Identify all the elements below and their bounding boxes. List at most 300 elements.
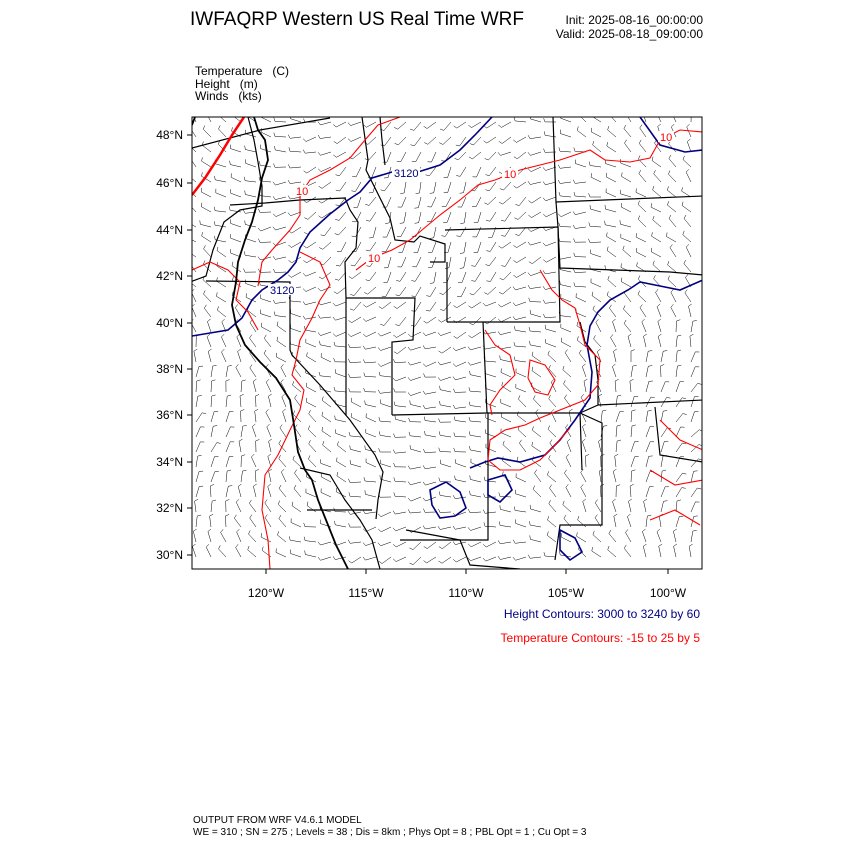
lat-label: 30°N	[156, 548, 183, 562]
wind-barb	[211, 456, 219, 467]
wind-barb	[440, 401, 452, 407]
field-height: Height (m)	[195, 76, 258, 91]
wind-barb	[219, 545, 227, 557]
wind-barb	[445, 257, 451, 269]
wind-barb	[379, 417, 391, 422]
wind-barb	[691, 383, 702, 392]
wind-barb	[592, 547, 601, 557]
wind-barb	[383, 272, 391, 283]
wind-barb	[348, 137, 361, 142]
wind-barb	[230, 219, 241, 227]
wind-barb	[308, 455, 316, 467]
lon-label: 120°W	[247, 586, 285, 600]
wind-barb	[423, 346, 436, 349]
wind-barb	[423, 497, 436, 501]
wind-barb	[196, 455, 202, 467]
wind-barb	[412, 287, 422, 297]
wind-barb	[682, 202, 691, 212]
wind-barb	[545, 325, 556, 332]
wind-barb	[549, 455, 556, 467]
wind-barb	[274, 312, 286, 317]
wind-barb	[366, 413, 376, 422]
wind-barb	[273, 196, 286, 199]
wind-barb	[564, 470, 571, 482]
wind-barb	[565, 350, 571, 363]
wind-barb	[513, 302, 526, 306]
wind-barb	[616, 395, 621, 407]
wind-barb	[195, 499, 199, 512]
wind-barb	[266, 409, 271, 422]
wind-barb	[295, 470, 302, 482]
wind-barb	[398, 242, 406, 253]
wind-barb	[669, 215, 676, 227]
wind-barb	[248, 546, 256, 557]
lat-label: 44°N	[156, 223, 183, 237]
wind-barb	[380, 400, 391, 408]
wind-barb	[335, 227, 346, 235]
wind-barb	[207, 319, 211, 332]
wind-barb	[354, 197, 362, 208]
wind-barb	[595, 500, 601, 513]
wind-barb	[563, 366, 571, 377]
wind-barb	[593, 141, 601, 152]
wind-barb	[455, 476, 466, 482]
wind-barb	[543, 257, 556, 262]
lat-label: 42°N	[156, 269, 183, 283]
lat-label: 38°N	[156, 362, 183, 376]
wind-barb	[303, 137, 316, 142]
wind-barb	[558, 212, 571, 217]
wind-barb	[631, 425, 636, 437]
wind-barb	[574, 239, 587, 243]
wind-barb	[500, 356, 511, 363]
wind-barb	[226, 442, 234, 452]
wind-barb	[644, 334, 647, 347]
wind-barb	[241, 409, 245, 422]
wind-barb	[430, 182, 436, 193]
wind-barb	[486, 429, 497, 437]
wind-barb	[363, 542, 376, 546]
wind-barb	[514, 212, 526, 220]
wind-barb	[276, 548, 286, 557]
wind-barb	[411, 317, 421, 326]
wind-barb	[303, 302, 316, 305]
wind-barb	[379, 302, 391, 309]
wind-barb	[646, 515, 651, 527]
map-frame	[192, 117, 702, 569]
wind-barb	[350, 302, 361, 310]
wind-barb	[643, 544, 646, 557]
wind-barb	[366, 242, 376, 251]
wind-barb	[204, 290, 212, 302]
wind-barb	[453, 389, 466, 393]
wind-barb	[274, 118, 286, 122]
wind-barb	[636, 248, 646, 257]
wind-barb	[468, 347, 481, 350]
wind-barb	[543, 242, 556, 246]
wind-barb	[646, 486, 654, 497]
wind-barb	[661, 441, 668, 452]
wind-barb	[623, 305, 631, 317]
wind-barb	[560, 281, 571, 287]
wind-barb	[460, 182, 466, 193]
wind-barb	[278, 531, 287, 542]
wind-barb	[294, 485, 301, 497]
wind-barb	[334, 137, 346, 144]
wind-barb	[334, 342, 346, 347]
wind-barb	[627, 514, 631, 527]
wind-barb	[382, 242, 391, 252]
wind-barb	[499, 242, 511, 248]
lat-label: 36°N	[156, 408, 183, 422]
wind-barb	[682, 187, 691, 197]
wind-barb	[337, 441, 346, 452]
wind-barb	[397, 227, 406, 237]
wind-barb	[196, 413, 206, 422]
wind-barb	[559, 223, 571, 227]
wind-barb	[226, 411, 233, 422]
wind-barb	[378, 390, 391, 394]
wind-barb	[196, 366, 203, 377]
wind-barb	[499, 137, 511, 144]
wind-barb	[348, 122, 361, 126]
wind-barb	[486, 242, 496, 251]
wind-barb	[241, 425, 247, 437]
wind-barb	[532, 442, 541, 452]
wind-barb	[428, 242, 436, 252]
wind-barb	[336, 488, 346, 497]
wind-barb	[514, 326, 526, 332]
wind-barb	[596, 319, 601, 332]
wind-barb	[438, 332, 451, 336]
wind-barb	[676, 350, 681, 362]
wind-barb	[251, 454, 256, 467]
wind-barb	[469, 302, 482, 308]
wind-barb	[528, 135, 541, 139]
wind-barb	[573, 212, 586, 215]
wind-barb	[394, 347, 406, 354]
wind-barb	[282, 394, 286, 407]
wind-barb	[639, 140, 646, 152]
wind-barb	[684, 215, 691, 227]
wind-barb	[616, 485, 620, 497]
wind-barb	[657, 304, 661, 317]
wind-barb	[211, 426, 217, 437]
wind-barb	[684, 260, 691, 272]
temp-contour-label: 10	[504, 169, 517, 181]
wind-barb	[379, 372, 391, 377]
wind-barb	[216, 189, 226, 197]
wind-barb	[274, 133, 286, 137]
wind-barb	[261, 533, 271, 542]
wind-barb	[676, 398, 686, 407]
wind-barb	[290, 115, 301, 122]
wind-barb	[577, 127, 586, 138]
wind-barb	[226, 395, 231, 407]
wind-barb	[279, 455, 286, 467]
wind-barb	[410, 557, 422, 565]
wind-barb	[260, 310, 271, 317]
wind-barb	[414, 242, 421, 253]
wind-barb	[547, 532, 556, 543]
wind-barb	[593, 531, 601, 542]
wind-barb	[550, 485, 557, 497]
lat-label: 48°N	[156, 128, 183, 142]
wind-barb	[239, 439, 243, 452]
wind-barb	[444, 167, 451, 178]
wind-barb	[607, 247, 616, 257]
wind-barb	[256, 394, 260, 407]
wind-barb	[690, 334, 694, 347]
wind-barb	[350, 287, 361, 296]
wind-barb	[322, 412, 331, 422]
wind-barb	[393, 527, 406, 531]
wind-barb	[498, 152, 511, 155]
wind-barb	[236, 364, 241, 377]
wind-barb	[691, 502, 699, 512]
wind-barb	[253, 484, 256, 497]
wind-barb	[335, 521, 347, 527]
wind-barb	[335, 416, 346, 422]
wind-barb	[410, 445, 421, 452]
wind-barb	[574, 148, 586, 153]
wind-barb	[516, 369, 526, 377]
wind-barb	[225, 514, 229, 527]
wind-barb	[625, 140, 632, 152]
lat-label: 46°N	[156, 176, 183, 190]
wind-barb	[646, 442, 654, 452]
wind-barb	[468, 542, 481, 547]
wind-barb	[486, 182, 497, 191]
wind-barb	[691, 320, 697, 332]
wind-barb	[262, 547, 271, 557]
wind-barb	[501, 368, 511, 377]
wind-barb	[560, 130, 571, 137]
wind-barb	[334, 287, 346, 294]
wind-barb	[513, 316, 526, 319]
lon-label: 110°W	[448, 586, 484, 600]
wind-barb	[337, 472, 346, 482]
wind-barb	[304, 212, 316, 219]
wind-barb	[615, 454, 619, 467]
lat-label: 40°N	[156, 316, 183, 330]
wind-barb	[605, 221, 616, 227]
wind-barb	[529, 257, 541, 264]
wind-barb	[442, 197, 451, 207]
wind-barb	[530, 341, 542, 347]
wind-barb	[691, 367, 699, 377]
wind-barb	[245, 146, 256, 152]
wind-barb	[691, 411, 699, 422]
wind-barb	[486, 167, 497, 176]
wind-barb	[676, 473, 686, 482]
wind-barb	[453, 541, 466, 544]
wind-barb	[322, 397, 331, 408]
wind-barb	[501, 399, 511, 407]
wind-barb	[348, 540, 361, 544]
wind-barb	[636, 188, 646, 197]
wind-barb	[365, 401, 376, 408]
wind-barb	[574, 192, 586, 197]
wind-barb	[590, 250, 601, 258]
wind-barb	[211, 500, 216, 512]
wind-barb	[484, 357, 496, 362]
wind-barb	[252, 424, 256, 437]
wind-barb	[444, 182, 451, 193]
wind-barb	[194, 349, 197, 362]
wind-barb	[502, 457, 511, 467]
wind-barb	[277, 322, 286, 332]
wind-barb	[348, 374, 361, 378]
wind-barb	[644, 499, 647, 512]
wind-barb	[273, 212, 286, 217]
wind-barb	[226, 365, 232, 377]
wind-barb	[348, 479, 361, 483]
wind-barb	[226, 486, 232, 497]
wind-barb	[289, 536, 301, 542]
wind-barb	[657, 529, 661, 542]
coastline	[192, 117, 348, 569]
wind-barb	[519, 440, 526, 452]
wind-barb	[543, 271, 556, 274]
wind-barb	[453, 347, 466, 351]
wind-barb	[530, 115, 541, 122]
wind-barb	[453, 377, 466, 380]
wind-barb	[303, 287, 316, 292]
wind-barb	[426, 287, 436, 296]
wind-barb	[605, 265, 616, 272]
wind-barb	[423, 362, 436, 367]
wind-barb	[686, 169, 691, 182]
wind-barb	[204, 245, 211, 257]
wind-barb	[484, 137, 496, 143]
wind-barb	[288, 212, 301, 216]
wind-barb	[423, 526, 436, 529]
wind-barb	[304, 523, 316, 527]
wind-barb	[440, 386, 451, 392]
wind-barb	[258, 239, 271, 243]
wind-barb	[691, 110, 695, 122]
wind-barb	[306, 398, 316, 407]
wind-barb	[544, 552, 556, 557]
wind-barb	[294, 365, 301, 377]
wind-barb	[622, 173, 632, 183]
wind-barb	[196, 395, 202, 407]
wind-barb	[231, 234, 241, 242]
wind-barb	[532, 426, 541, 437]
wind-barb	[240, 394, 244, 407]
wind-barb	[247, 306, 256, 317]
wind-barb	[192, 544, 196, 557]
wind-barb	[609, 305, 616, 317]
wind-barb	[585, 454, 589, 467]
wind-barb	[530, 535, 541, 542]
temp-contour-label: 10	[368, 253, 381, 265]
wind-barb	[303, 257, 316, 263]
wind-barb	[468, 122, 481, 128]
wind-barb	[208, 349, 211, 362]
wind-barb	[348, 332, 361, 337]
wind-barb	[393, 557, 406, 562]
wind-barb	[543, 212, 556, 217]
wind-barb	[548, 516, 557, 527]
wind-barb	[291, 324, 302, 332]
wind-barb	[673, 529, 676, 542]
wind-barb	[279, 515, 286, 527]
wind-barb	[439, 137, 451, 145]
wind-barb	[674, 544, 677, 557]
wind-barb	[668, 276, 676, 287]
wind-barb	[203, 126, 211, 137]
wind-barb	[483, 542, 496, 547]
wind-barb	[244, 177, 256, 182]
wind-barb	[321, 488, 331, 497]
wind-barb	[395, 137, 406, 145]
plot-title: IWFAQRP Western US Real Time WRF	[190, 9, 524, 30]
wind-barb	[283, 409, 286, 422]
wind-barb	[639, 170, 646, 182]
wind-barb	[559, 238, 571, 242]
field-temperature: Temperature (C)	[195, 64, 290, 78]
wind-barb	[409, 418, 421, 422]
wind-barb	[394, 122, 406, 129]
wind-barb	[608, 546, 616, 557]
wind-barb	[319, 197, 331, 203]
wind-barb	[656, 109, 661, 122]
wind-barb	[583, 424, 587, 437]
wind-barb	[669, 155, 676, 167]
wind-barb	[304, 242, 317, 248]
wind-barb	[424, 122, 436, 129]
wind-barb	[453, 362, 466, 367]
lon-label: 115°W	[348, 586, 384, 600]
wind-barb	[348, 359, 361, 363]
wind-barb	[440, 302, 451, 311]
wind-barb	[288, 180, 301, 184]
wind-barb	[410, 400, 421, 407]
wind-barb	[498, 556, 511, 559]
wind-barb	[589, 162, 601, 167]
wind-barb	[416, 182, 421, 194]
wind-barb	[408, 509, 421, 513]
wind-barb	[518, 426, 526, 437]
wind-barb	[423, 405, 436, 409]
wind-barb	[616, 440, 621, 452]
wind-barb	[471, 272, 481, 281]
wind-barb	[589, 193, 602, 197]
wind-barb	[608, 126, 616, 137]
wind-barb	[683, 231, 691, 242]
wind-barb	[350, 460, 361, 467]
wind-barb	[394, 463, 406, 467]
wind-barb	[440, 460, 451, 467]
wind-barb	[460, 242, 466, 254]
wind-barb	[564, 380, 572, 392]
lat-label: 34°N	[156, 455, 183, 469]
wind-barb	[241, 380, 246, 392]
wind-barb	[217, 306, 226, 317]
wind-barb	[393, 542, 406, 547]
wind-barb	[528, 272, 541, 276]
wind-barb	[363, 359, 376, 363]
wind-barb	[468, 509, 481, 513]
wind-barb	[638, 216, 646, 227]
wind-barb	[408, 377, 421, 381]
wind-barb	[605, 205, 616, 212]
wind-barb	[631, 410, 636, 422]
wind-barb	[612, 364, 616, 377]
wind-barb	[363, 302, 376, 307]
